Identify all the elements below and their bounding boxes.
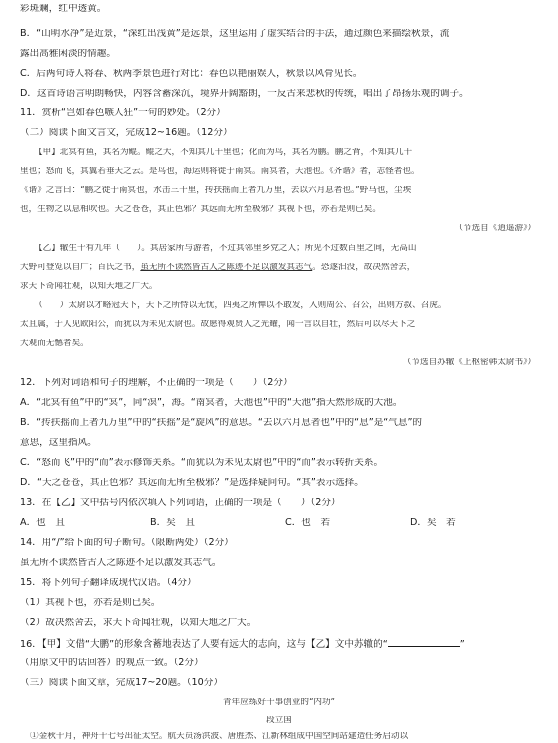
answer-blank[interactable] [388, 638, 460, 647]
q12-option-d: D．“天之苍苍，其正色邪？其远而无所至极邪？”是选择疑问句。“其”表示选择。 [20, 478, 364, 488]
article-paragraph-1: ①金秋十月，神舟十七号出征太空。航天员汤洪波、唐胜杰、江新林组成中国空间站建造任务启动以 [30, 732, 409, 741]
q13-option-b: B．矣 且 [150, 518, 195, 528]
option-c: C．后两句诗人将春、秋两季景色进行对比：春色以艳丽娱人，秋景以风骨见长。 [20, 69, 363, 79]
passage-a-source: （节选自《逍遥游》） [454, 224, 536, 233]
q12-option-b-line2: 意思，这里指风。 [20, 438, 97, 448]
passage-b-line3: 求天下奇闻壮观，以知天地之广大。 [20, 282, 158, 291]
q13-option-c: C．也 若 [285, 518, 331, 528]
option-a-continued: 彩斑斓，红中透黄。 [20, 4, 107, 14]
section-3-heading: （三）阅读下面文章，完成17~20题。（10分） [20, 678, 223, 688]
option-b-line1: B．“山明水净”是近景，“深红出浅黄”是远景，这里运用了虚实结合的手法，通过颜色来描绘秋景，流 [20, 29, 450, 39]
passage-a-line2: 里也；怒而飞，其翼若垂天之云。是鸟也，海运则将徙于南冥。南冥者，天池也。《齐谐》者，志怪者也。 [20, 167, 420, 176]
passage-b-line1: 【乙】辙生十有九年（ ）。其居家所与游者，不过其邻里乡党之人；所见不过数百里之间，无高山 [34, 244, 417, 253]
q15-item-1: （1）其视下也，亦若是则已矣。 [20, 598, 161, 608]
q14-sentence: 虽无所不读然皆古人之陈迹不足以激发其志气。 [20, 558, 222, 568]
passage-b-line5: 太且属，于人见欧阳公，而犹以为未见太尉也。故愿得观贤人之光耀，闻一言以自壮，然后可以尽天下之 [20, 320, 416, 329]
option-d: D．这首诗语言明朗畅快，内容含蓄深沉，境界开阔豁朗，一反古来悲秋的传统，唱出了昂扬乐观的调子。 [20, 89, 469, 99]
underlined-sentence: 虽无所不读然皆古人之陈迹不足以激发其志气 [140, 263, 313, 272]
q12-option-a: A．“北冥有鱼”中的“冥”，同“溟”，海。“南冥者，天池也”中的“天池”指天然形成的大池。 [20, 398, 403, 408]
q12-option-c: C．“怒而飞”中的“而”表示修饰关系。“而犹以为未见太尉也”中的“而”表示转折关系。 [20, 458, 384, 468]
section-2-heading: （二）阅读下面文言文，完成12~16题。（12分） [20, 128, 233, 138]
option-b-line2: 露出高雅闲淡的情趣。 [20, 49, 116, 59]
passage-a-line3: 《谐》之言曰：“鹏之徙于南冥也，水击三千里，抟扶摇而上者九万里，去以六月息者也。”野马也，尘埃 [20, 186, 412, 195]
question-16-line1: 16．【甲】文借“大鹏”的形象含蓄地表达了人要有远大的志向，这与【乙】文中苏辙的“ ” [20, 639, 465, 650]
q15-item-2: （2）故决然舍去，求天下奇闻壮观，以知天地之广大。 [20, 618, 257, 628]
question-12: 12．下列对词语和句子的理解，不正确的一项是（ ）（2分） [20, 378, 293, 388]
question-16-line2: （用原文中的话回答）的观点一致。（2分） [20, 658, 204, 668]
question-11: 11．赏析“岂如春色嗾人狂”一句的妙处。（2分） [20, 108, 226, 118]
passage-b-line4: （ ）太尉以才略冠天下，天下之所恃以无忧，四夷之所惮以不敢发，入则周公、召公，出则方叔、召虎。 [34, 301, 447, 310]
passage-a-line4: 也，生物之以息相吹也。天之苍苍，其正色邪？其远而无所至极邪？其视下也，亦若是则已矣。 [20, 205, 381, 214]
passage-b-line2: 大野可登览以自广；百氏之书，虽无所不读然皆古人之陈迹不足以激发其志气。恐遂汩没，故决然舍去， [20, 263, 416, 272]
question-15: 15．将下列句子翻译成现代汉语。（4分） [20, 578, 197, 588]
question-14: 14．用“/”给下面的句子断句。（限断两处）（2分） [20, 538, 234, 548]
passage-b-line6: 大观而无憾者矣。 [20, 339, 89, 348]
q13-option-a: A．也 且 [20, 518, 65, 528]
passage-a-line1: 【甲】北冥有鱼，其名为鲲。鲲之大，不知其几千里也；化而为鸟，其名为鹏。鹏之背，不知其几千 [34, 148, 413, 157]
article-title: 青年应练好干事创业的“内功” [223, 698, 335, 707]
article-author: 段立国 [266, 716, 292, 725]
question-13: 13．在【乙】文中括号内依次填入下列词语，正确的一项是（ ）（2分） [20, 498, 341, 508]
q13-option-d: D．矣 若 [410, 518, 456, 528]
passage-b-source: （节选自苏辙《上枢密韩太尉书》） [402, 358, 536, 367]
q12-option-b-line1: B．“抟扶摇而上者九万里”中的“扶摇”是“旋风”的意思。“去以六月息者也”中的“息”是“气息”的 [20, 418, 423, 428]
